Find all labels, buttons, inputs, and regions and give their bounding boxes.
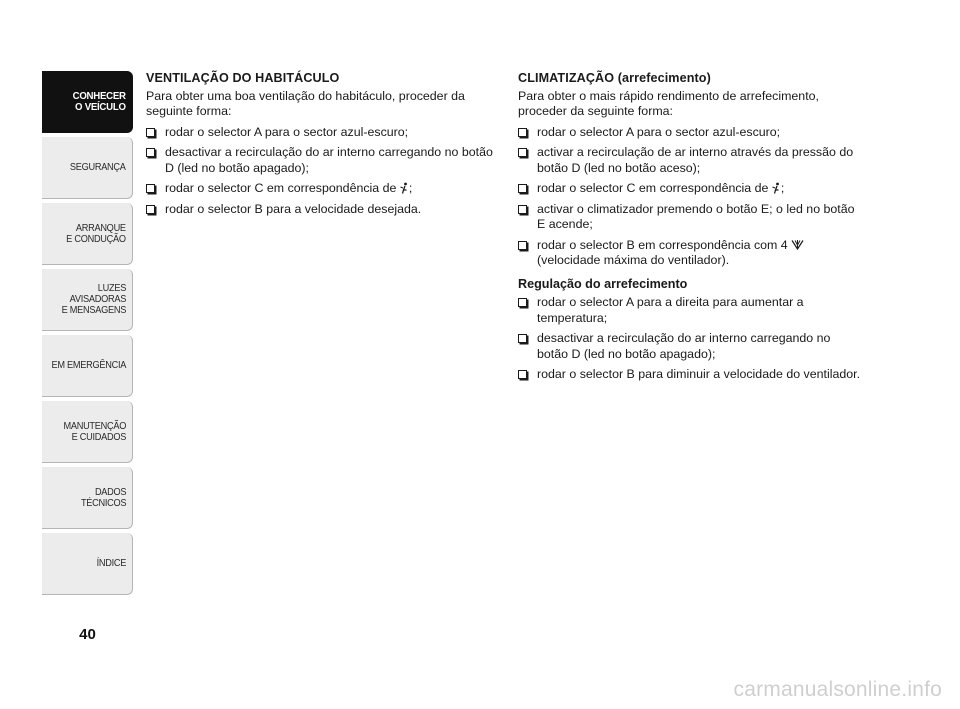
- checkbox-square-icon: [518, 298, 527, 307]
- instruction-list: [146, 125, 496, 218]
- list-item-text: activar a recirculação de ar interno através da pressão do botão D (led no botão aceso);: [537, 145, 854, 175]
- tab-label: ARRANQUE E CONDUÇÃO: [66, 222, 126, 245]
- watermark-text: carmanualsonline.info: [733, 678, 942, 701]
- list-item: [518, 202, 863, 233]
- section-intro: Para obter uma boa ventilação do habitáculo, proceder da seguinte forma:: [146, 88, 465, 118]
- tab-em-emergencia[interactable]: [42, 335, 133, 397]
- fan-max-speed-icon: [791, 239, 804, 251]
- instruction-list: [518, 125, 863, 269]
- checkbox-square-icon: [146, 128, 155, 137]
- checkbox-square-icon: [518, 128, 527, 137]
- tab-manutencao-e-cuidados[interactable]: [42, 401, 133, 463]
- climatization-section: [518, 71, 863, 388]
- section-tabs: [42, 71, 133, 599]
- list-item-text: [165, 181, 496, 197]
- list-item-text: desactivar a recirculação do ar interno carregando no botão D (led no botão apagado);: [165, 145, 493, 175]
- ventilation-section: [146, 71, 496, 222]
- list-item: [518, 295, 863, 326]
- list-item: [518, 181, 863, 197]
- checkbox-square-icon: [518, 184, 527, 193]
- list-item-text: rodar o selector B para diminuir a velocidade do ventilador.: [537, 367, 861, 381]
- tab-label: EM EMERGÊNCIA: [51, 360, 126, 371]
- checkbox-square-icon: [146, 148, 155, 157]
- checkbox-square-icon: [518, 334, 527, 343]
- instruction-list: [518, 295, 863, 383]
- checkbox-square-icon: [518, 205, 527, 214]
- list-item: [146, 202, 496, 218]
- list-item-text-suffix: ;: [408, 181, 413, 195]
- section-title: VENTILAÇÃO DO HABITÁCULO: [146, 71, 340, 85]
- list-item: [518, 125, 863, 141]
- list-item-text: desactivar a recirculação do ar interno carregando no botão D (led no botão apagado);: [537, 331, 831, 361]
- list-item-text-main: rodar o selector C em correspondência de: [537, 181, 772, 195]
- tab-luzes-avisadoras[interactable]: [42, 269, 133, 331]
- tab-conhecer-o-veiculo[interactable]: [42, 71, 133, 133]
- vent-face-icon: [400, 182, 409, 194]
- list-item: [518, 367, 863, 383]
- list-item: [146, 181, 496, 197]
- tab-arranque-e-conducao[interactable]: [42, 203, 133, 265]
- subsection-title: Regulação do arrefecimento: [518, 276, 688, 291]
- list-item: [146, 125, 496, 141]
- tab-label: CONHECER O VEÍCULO: [72, 89, 126, 113]
- list-item-text: rodar o selector B para a velocidade desejada.: [165, 201, 422, 216]
- tab-label: MANUTENÇÃO E CUIDADOS: [63, 420, 126, 443]
- tab-dados-tecnicos[interactable]: [42, 467, 133, 529]
- checkbox-square-icon: [518, 370, 527, 379]
- list-item: [146, 145, 496, 176]
- checkbox-square-icon: [518, 148, 527, 157]
- list-item: [518, 145, 863, 176]
- list-item-text-suffix: ;: [780, 181, 785, 195]
- section-title: CLIMATIZAÇÃO (arrefecimento): [518, 71, 711, 85]
- list-item: [518, 331, 863, 362]
- page-number: 40: [79, 626, 96, 643]
- tab-indice[interactable]: [42, 533, 133, 595]
- list-item-text-main: rodar o selector B em correspondência com 4: [537, 237, 792, 252]
- list-item-text-main: rodar o selector C em correspondência de: [165, 181, 400, 195]
- checkbox-square-icon: [518, 241, 527, 250]
- list-item-text: activar o climatizador premendo o botão E; o led no botão E acende;: [537, 201, 855, 231]
- tab-label: ÍNDICE: [96, 558, 126, 569]
- list-item-text: [537, 238, 863, 269]
- section-intro: Para obter o mais rápido rendimento de arrefecimento, proceder da seguinte forma:: [518, 88, 819, 118]
- tab-label: LUZES AVISADORAS E MENSAGENS: [61, 283, 126, 316]
- list-item-text: [537, 181, 863, 197]
- vent-face-icon: [772, 182, 781, 194]
- list-item-text: rodar o selector A para o sector azul-escuro;: [165, 124, 409, 139]
- list-item: [518, 238, 863, 269]
- list-item-text: rodar o selector A para o sector azul-escuro;: [537, 124, 781, 139]
- tab-label: SEGURANÇA: [70, 162, 126, 173]
- tab-seguranca[interactable]: [42, 137, 133, 199]
- list-item-text-suffix: (velocidade máxima do ventilador).: [537, 253, 730, 267]
- tab-label: DADOS TÉCNICOS: [80, 486, 126, 509]
- list-item-text: rodar o selector A para a direita para aumentar a temperatura;: [537, 295, 804, 325]
- checkbox-square-icon: [146, 184, 155, 193]
- checkbox-square-icon: [146, 205, 155, 214]
